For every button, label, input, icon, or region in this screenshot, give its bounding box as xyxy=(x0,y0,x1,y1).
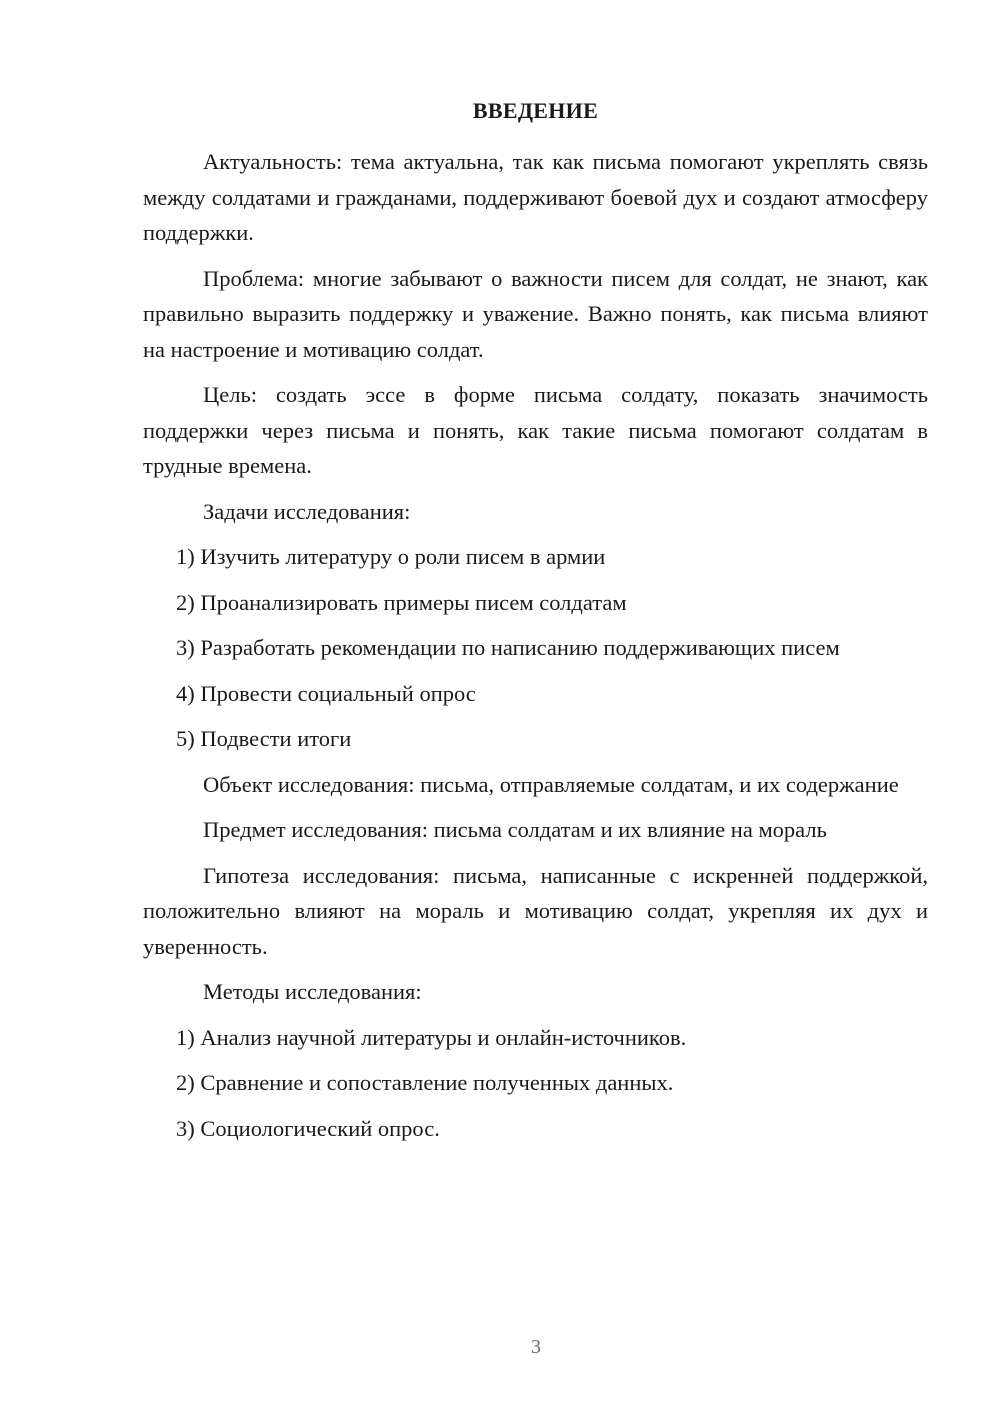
task-item: 5) Подвести итоги xyxy=(176,726,352,751)
methods-list xyxy=(143,1020,928,1147)
page-content xyxy=(143,94,928,1156)
task-item: 3) Разработать рекомендации по написанию поддерживающих писем xyxy=(176,635,840,660)
task-item: 4) Провести социальный опрос xyxy=(176,680,476,706)
method-item: 3) Социологический опрос. xyxy=(176,1115,440,1141)
method-item: 1) Анализ научной литературы и онлайн-источников. xyxy=(176,1024,687,1050)
goal-paragraph: Цель: создать эссе в форме письма солдату, показать значимость поддержки через письма и понять, как такие письма помогают солдатам в трудные времена. xyxy=(143,382,928,478)
problem-paragraph: Проблема: многие забывают о важности писем для солдат, не знают, как правильно выразить поддержку и уважение. Важно понять, как письма влияют на настроение и мотивацию солдат. xyxy=(143,265,928,362)
page-number: 3 xyxy=(531,1336,541,1358)
methods-heading: Методы исследования: xyxy=(203,979,422,1004)
method-item: 2) Сравнение и сопоставление полученных данных. xyxy=(176,1070,674,1095)
relevance-paragraph: Актуальность: тема актуальна, так как письма помогают укреплять связь между солдатами и гражданами, поддерживают боевой дух и создают атмосферу поддержки. xyxy=(143,149,928,245)
object-paragraph: Объект исследования: письма, отправляемые солдатам, и их содержание xyxy=(203,771,899,797)
subject-paragraph: Предмет исследования: письма солдатам и их влияние на мораль xyxy=(203,817,827,842)
hypothesis-paragraph: Гипотеза исследования: письма, написанные с искренней поддержкой, положительно влияют на мораль и мотивацию солдат, укрепляя их дух и уверенность. xyxy=(143,862,928,959)
task-item: 1) Изучить литературу о роли писем в армии xyxy=(176,544,606,569)
task-item: 2) Проанализировать примеры писем солдатам xyxy=(176,589,627,615)
page-title: ВВЕДЕНИЕ xyxy=(472,98,599,123)
tasks-heading: Задачи исследования: xyxy=(203,498,411,524)
tasks-list xyxy=(143,539,928,757)
